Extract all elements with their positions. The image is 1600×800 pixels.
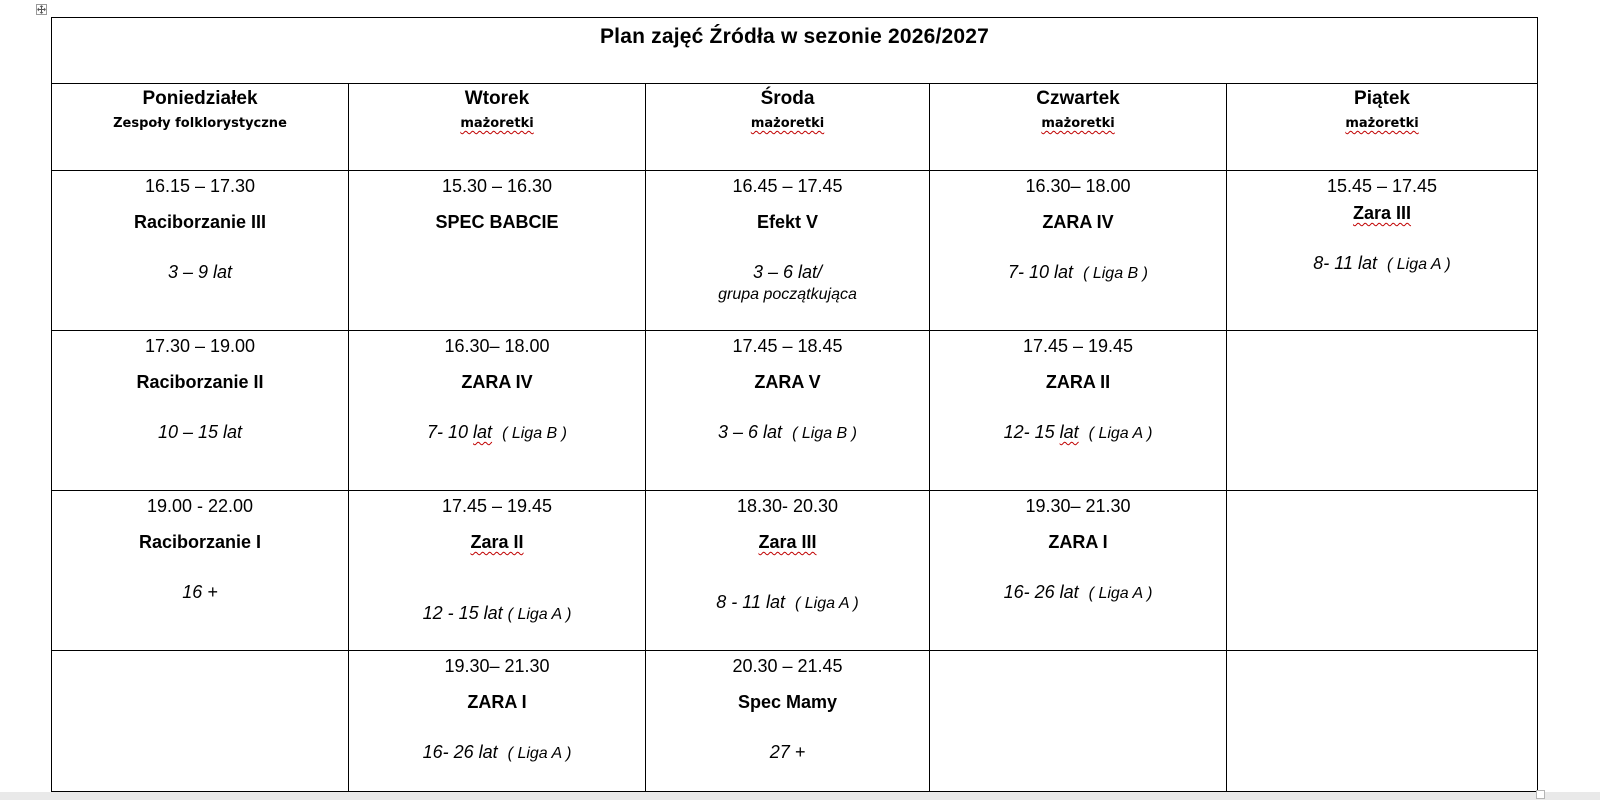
age-range: 16 +	[182, 582, 218, 602]
table-resize-handle-icon[interactable]	[1536, 790, 1545, 799]
day-subtitle: Zespoły folklorystyczne	[113, 116, 287, 131]
schedule-cell[interactable]	[349, 491, 646, 651]
day-header-friday[interactable]	[1227, 84, 1538, 171]
day-subtitle: mażoretki	[460, 116, 534, 131]
day-header-row	[52, 84, 1538, 171]
league-label: ( Liga A )	[507, 606, 572, 623]
age-range: 12- 15 lat ( Liga A )	[1003, 422, 1153, 442]
time-slot: 17.45 – 19.45	[441, 496, 553, 516]
schedule-cell[interactable]	[52, 331, 349, 491]
day-header-thursday[interactable]	[930, 84, 1227, 171]
group-name: Raciborzanie II	[136, 372, 264, 392]
window-bottom-strip	[0, 792, 1600, 800]
age-range: 8- 11 lat ( Liga A )	[1313, 253, 1451, 273]
schedule-cell[interactable]	[52, 491, 349, 651]
time-slot: 16.15 – 17.30	[144, 176, 256, 196]
schedule-cell[interactable]	[52, 171, 349, 331]
group-name: ZARA I	[467, 692, 527, 712]
league-label: ( Liga A )	[1088, 425, 1153, 442]
age-range: 3 – 9 lat	[167, 262, 233, 282]
group-name: ZARA IV	[461, 372, 533, 392]
schedule-cell[interactable]	[930, 171, 1227, 331]
day-header-tuesday[interactable]	[349, 84, 646, 171]
age-range: 16- 26 lat ( Liga A )	[1003, 582, 1153, 602]
time-slot: 17.30 – 19.00	[144, 336, 256, 356]
day-name: Poniedziałek	[142, 88, 258, 109]
empty-cell[interactable]	[1227, 651, 1538, 792]
time-slot: 15.30 – 16.30	[441, 176, 553, 196]
day-name: Piątek	[1354, 88, 1410, 109]
group-name: ZARA V	[754, 372, 821, 392]
group-name: Raciborzanie I	[138, 532, 262, 552]
schedule-cell[interactable]	[930, 491, 1227, 651]
title-cell[interactable]	[52, 18, 1538, 84]
schedule-row	[52, 331, 1538, 491]
day-name: Czwartek	[1036, 88, 1120, 109]
group-name: Zara III	[1352, 203, 1412, 223]
empty-cell[interactable]	[1227, 331, 1538, 491]
schedule-table	[51, 17, 1538, 792]
day-subtitle: mażoretki	[750, 116, 825, 131]
group-name: SPEC BABCIE	[435, 212, 559, 232]
age-range: 7- 10 lat ( Liga B )	[427, 422, 567, 442]
league-label: ( Liga A )	[795, 595, 859, 612]
time-slot: 16.30– 18.00	[1025, 176, 1131, 196]
age-range: 3 – 6 lat ( Liga B )	[718, 422, 857, 442]
group-name: ZARA II	[1045, 372, 1111, 392]
age-range: 12 - 15 lat ( Liga A )	[422, 603, 572, 623]
time-slot: 18.30- 20.30	[736, 496, 839, 516]
schedule-cell[interactable]	[1227, 171, 1538, 331]
league-label: ( Liga B )	[792, 425, 857, 442]
schedule-row	[52, 171, 1538, 331]
time-slot: 20.30 – 21.45	[732, 656, 843, 676]
text-cursor-glyph: /	[817, 262, 823, 282]
group-name: Zara III	[758, 532, 817, 552]
schedule-cell[interactable]	[646, 331, 930, 491]
schedule-cell[interactable]	[646, 651, 930, 792]
group-name: ZARA I	[1048, 532, 1108, 552]
empty-cell[interactable]	[1227, 491, 1538, 651]
schedule-cell[interactable]	[930, 331, 1227, 491]
age-range: 8 - 11 lat ( Liga A )	[716, 592, 859, 612]
time-slot: 19.30– 21.30	[1025, 496, 1131, 516]
schedule-cell[interactable]	[349, 651, 646, 792]
day-subtitle: mażoretki	[1345, 116, 1419, 131]
group-name: Raciborzanie III	[133, 212, 267, 232]
table-move-handle-icon[interactable]	[36, 4, 47, 15]
schedule-row	[52, 651, 1538, 792]
league-label: ( Liga A )	[507, 745, 572, 762]
age-range: 27 +	[769, 742, 806, 762]
day-header-wednesday[interactable]	[646, 84, 930, 171]
time-slot: 15.45 – 17.45	[1326, 176, 1438, 196]
day-subtitle: mażoretki	[1041, 116, 1115, 131]
time-slot: 19.00 - 22.00	[146, 496, 254, 516]
group-name: Efekt V	[756, 212, 819, 232]
time-slot: 17.45 – 18.45	[732, 336, 843, 356]
age-range: 3 – 6 lat/	[752, 262, 823, 282]
schedule-row	[52, 491, 1538, 651]
group-note: grupa początkująca	[718, 286, 857, 303]
group-name: Zara II	[470, 532, 524, 552]
league-label: ( Liga A )	[1387, 256, 1451, 273]
title-row	[52, 18, 1538, 84]
schedule-cell[interactable]	[646, 491, 930, 651]
time-slot: 16.45 – 17.45	[732, 176, 843, 196]
page-title: Plan zajęć Źródła w sezonie 2026/2027	[599, 25, 990, 48]
schedule-cell[interactable]	[646, 171, 930, 331]
age-range: 16- 26 lat ( Liga A )	[422, 742, 572, 762]
empty-cell[interactable]	[930, 651, 1227, 792]
age-range: 10 – 15 lat	[157, 422, 243, 442]
group-name: Spec Mamy	[737, 692, 838, 712]
league-label: ( Liga B )	[1083, 265, 1148, 282]
day-header-monday[interactable]	[52, 84, 349, 171]
empty-cell[interactable]	[52, 651, 349, 792]
day-name: Środa	[760, 88, 815, 109]
schedule-cell[interactable]	[349, 171, 646, 331]
league-label: ( Liga B )	[502, 425, 567, 442]
day-name: Wtorek	[464, 88, 530, 109]
schedule-cell[interactable]	[349, 331, 646, 491]
age-range: 7- 10 lat ( Liga B )	[1008, 262, 1148, 282]
league-label: ( Liga A )	[1088, 585, 1153, 602]
time-slot: 17.45 – 19.45	[1022, 336, 1134, 356]
time-slot: 16.30– 18.00	[444, 336, 550, 356]
group-name: ZARA IV	[1042, 212, 1114, 232]
time-slot: 19.30– 21.30	[444, 656, 550, 676]
